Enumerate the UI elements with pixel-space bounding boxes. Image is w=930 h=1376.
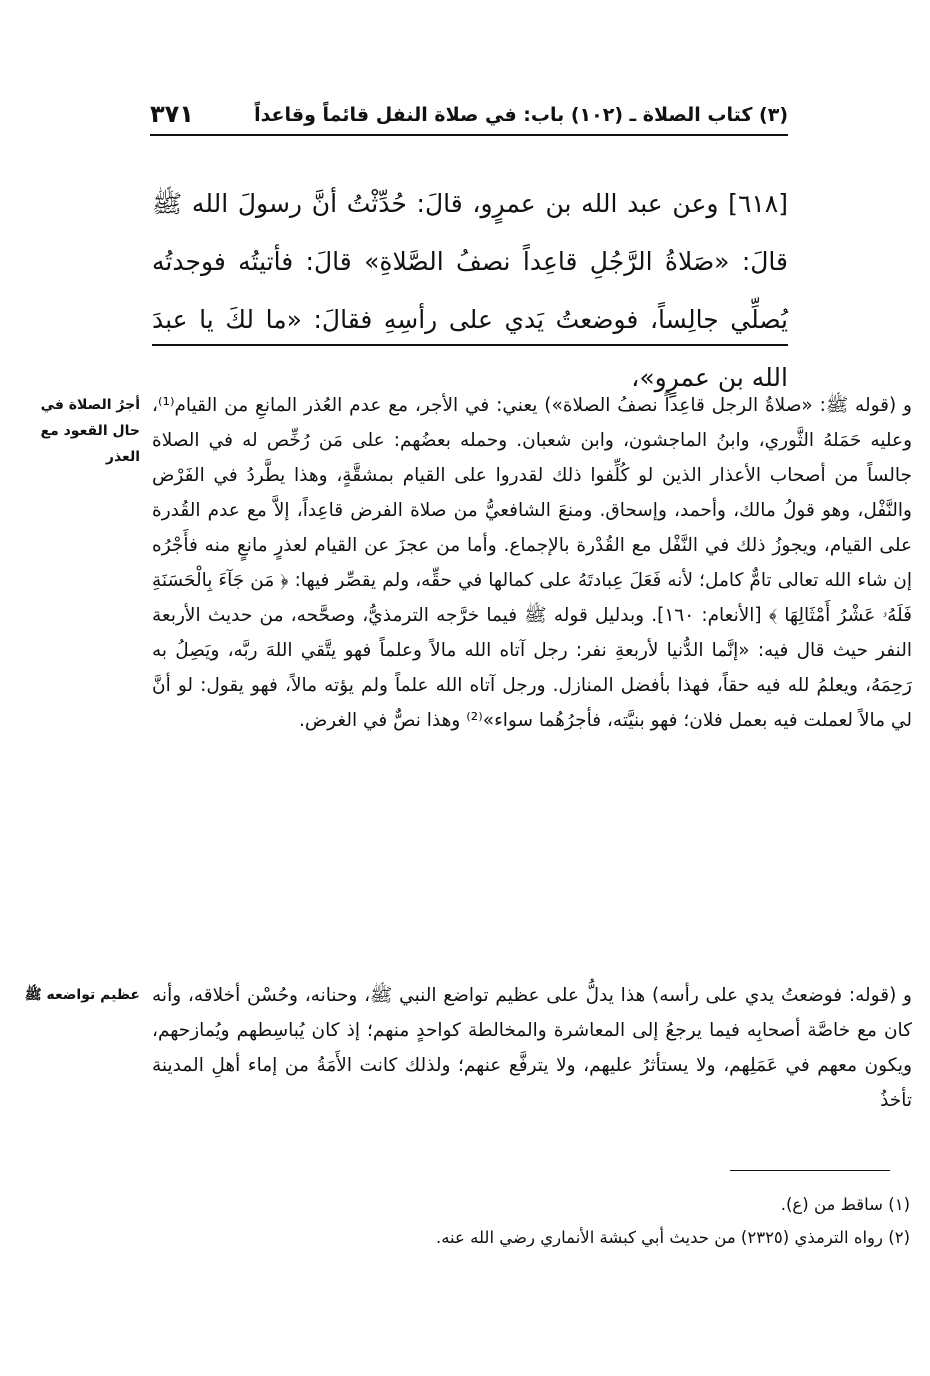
commentary-paragraph [152,978,912,1118]
margin-note-humility: عظيم تواضعه ﷺ [24,987,140,1003]
commentary-text-1: و (قوله ﷺ: «صلاةُ الرجل قاعِداً نصفُ الصلاة») يعني: في الأجر، مع عدم العُذر المانعِ من القيام⁽¹⁾، وعليه حَمَلهُ الثَّوري، وابنُ الماجشون، وابن شعبان. وحمله بعضُهم: على مَن رُخِّص له في الصلاة جالساً من أصحاب الأعذار الذين لو كُلِّفوا ذلك لقدروا على القيام بمشقَّةٍ، وهذا يطَّردُ في الفَرْض والنَّفْل، وهو قولُ مالك، وأحمد، وإسحاق. ومنعَ الشافعيُّ من صلاة الفرض قاعِداً، إلاَّ مع عدم القُدرة على القيام، ويجوزُ ذلك في النَّفْل مع القُدْرة بالإجماع. وأما من عجزَ عن القيام لعذرٍ مانعٍ منه فأَجْرُه إن شاء الله تعالى تامٌّ كامل؛ لأنه فَعَلَ عِبادتَهُ على كمالها في حقِّه، ولم يقصِّر فيها: ﴿ مَن جَآءَ بِالْحَسَنَةِ فَلَهُۥ عَشْرُ أَمْثَالِهَا ﴾ [الأنعام: ١٦٠]. وبدليل قوله ﷺ فيما خرَّجه الترمذيُّ، وصحَّحه، من حديث الأربعة النفر حيث قال فيه: «إنَّما الدُّنيا لأربعةِ نفر: رجل آتاه الله مالاً وعلماً فهو يتَّقي اللهَ ربَّه، ويَصِلُ به رَحِمَهُ، ويعلمُ لله فيه حقاً، فهذا بأفضل المنازل. ورجل آتاه الله علماً ولم يؤته مالاً، فهو يقول: لو أنَّ لي مالاً لعملت فيه بعمل فلان؛ فهو بنيَّته، فأجرُهُما سواء»⁽²⁾ وهذا نصٌّ في الغرض. [152,395,912,731]
footnote-1: (١) ساقط من (ع). [780,1195,910,1214]
section-divider [152,344,788,346]
page-number: ٣٧١ [150,100,194,128]
margin-note-reward-of-sitting-prayer: أجرُ الصلاة في حال القعود مع العذر [40,397,140,465]
running-header [150,98,788,136]
footnote-2: (٢) رواه الترمذي (٢٣٢٥) من حديث أبي كبشة الأنماري رضي الله عنه. [435,1228,910,1247]
hadith-text: [٦١٨] وعن عبد الله بن عمرٍو، قالَ: حُدِّثْتُ أنَّ رسولَ الله ﷺ قالَ: «صَلاةُ الرَّجُلِ قاعِداً نصفُ الصَّلاةِ» قالَ: فأتيتُه فوجدتُه يُصلِّي جالِساً، فوضعتُ يَدي على رأسِهِ فقالَ: «ما لكَ يا عبدَ الله بن عمرٍو»، [152,189,788,392]
footnote-separator [730,1170,890,1171]
footnotes [152,1188,910,1254]
hadith-text-block [152,175,788,392]
commentary-paragraph [152,388,912,738]
header-title: (٣) كتاب الصلاة ـ (١٠٢) باب: في صلاة النفل قائماً وقاعداً [254,104,788,126]
commentary-text-2: و (قوله: فوضعتُ يدي على رأسه) هذا يدلُّ على عظيم تواضع النبي ﷺ، وحنانه، وحُسْن أخلاقه، وأنه كان مع خاصَّة أصحابِه فيما يرجعُ إلى المعاشرة والمخالطة كواحدٍ منهم؛ إذ كان يُباسِطهم ويُمازحهم، ويكون معهم في عَمَلِهم، ولا يستأثرُ عليهم، ولا يترفَّع عنهم؛ ولذلك كانت الأَمَةُ من إماء أهلِ المدينة تأخذُ [152,985,912,1111]
